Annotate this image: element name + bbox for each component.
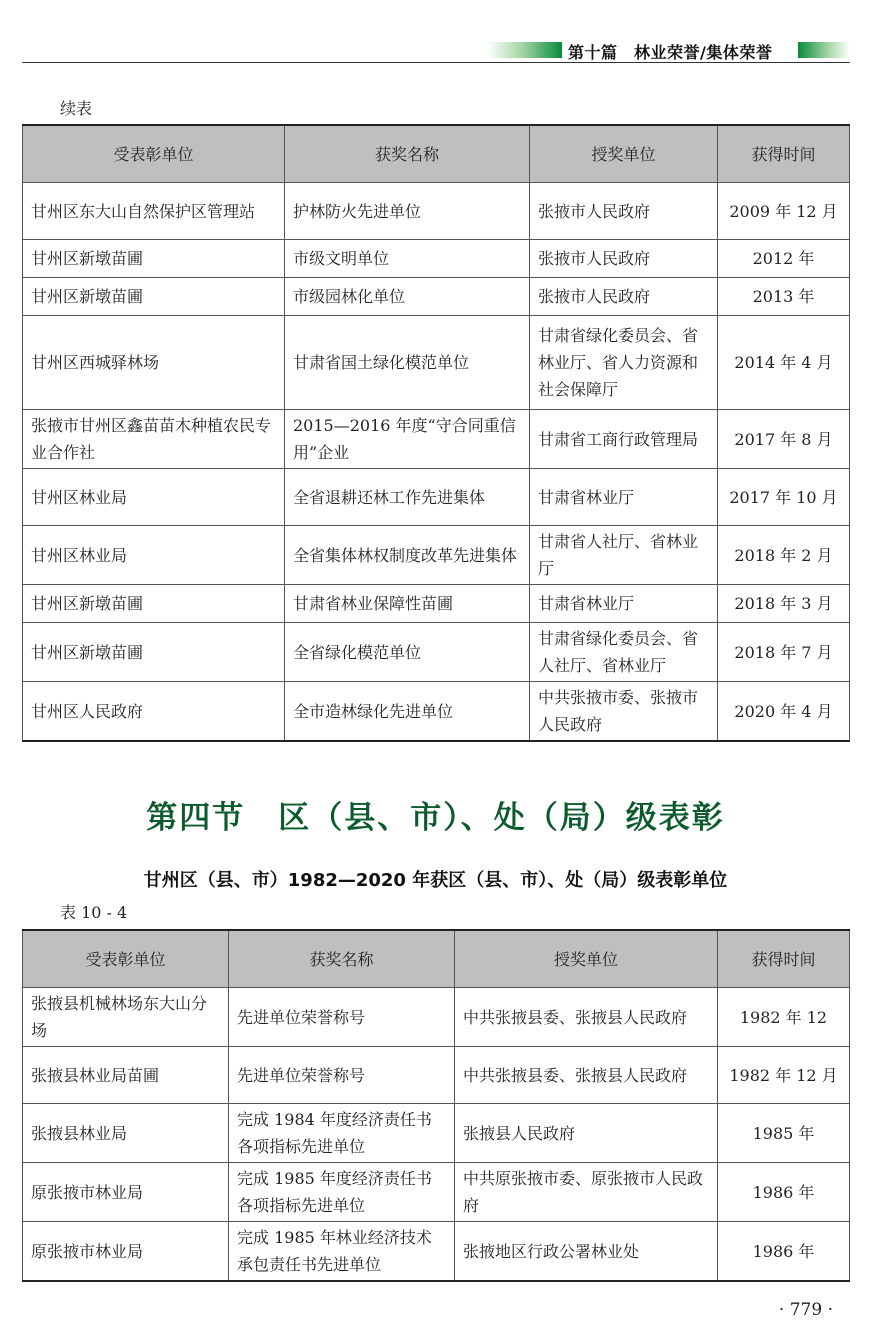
header-accent-bar-right xyxy=(798,42,850,58)
table-row xyxy=(23,682,850,742)
grantor-cell: 甘肃省工商行政管理局 xyxy=(530,410,718,469)
table-row xyxy=(23,1222,850,1282)
column-header: 获奖名称 xyxy=(285,125,530,183)
table-row xyxy=(23,469,850,526)
grantor-cell: 中共原张掖市委、原张掖市人民政府 xyxy=(455,1163,718,1222)
award-cell: 护林防火先进单位 xyxy=(285,183,530,240)
section-title: 第四节 区（县、市）、处（局）级表彰 xyxy=(146,800,725,836)
table-row xyxy=(23,526,850,585)
unit-cell: 原张掖市林业局 xyxy=(23,1222,229,1282)
table-row xyxy=(23,988,850,1047)
table-row xyxy=(23,278,850,316)
grantor-cell: 张掖市人民政府 xyxy=(530,240,718,278)
table-row xyxy=(23,240,850,278)
unit-cell: 张掖县林业局 xyxy=(23,1104,229,1163)
award-cell: 市级园林化单位 xyxy=(285,278,530,316)
unit-cell: 张掖县机械林场东大山分场 xyxy=(23,988,229,1047)
date-cell: 1982 年 12 月 xyxy=(718,1047,850,1104)
award-cell: 甘肃省国土绿化模范单位 xyxy=(285,316,530,410)
honors-table-continued xyxy=(22,124,850,742)
table-row xyxy=(23,1047,850,1104)
date-cell: 2018 年 7 月 xyxy=(718,623,850,682)
column-header: 授奖单位 xyxy=(455,930,718,988)
table-row xyxy=(23,1104,850,1163)
table-caption: 甘州区（县、市）1982—2020 年获区（县、市）、处（局）级表彰单位 xyxy=(143,870,728,891)
column-header: 授奖单位 xyxy=(530,125,718,183)
date-cell: 2014 年 4 月 xyxy=(718,316,850,410)
award-cell: 完成 1984 年度经济责任书各项指标先进单位 xyxy=(229,1104,455,1163)
page-number: · 779 · xyxy=(778,1300,833,1320)
grantor-cell: 甘肃省人社厅、省林业厅 xyxy=(530,526,718,585)
award-cell: 完成 1985 年度经济责任书各项指标先进单位 xyxy=(229,1163,455,1222)
grantor-cell: 中共张掖县委、张掖县人民政府 xyxy=(455,1047,718,1104)
award-cell: 先进单位荣誉称号 xyxy=(229,1047,455,1104)
unit-cell: 甘州区人民政府 xyxy=(23,682,285,742)
table-number: 表 10 - 4 xyxy=(60,903,128,922)
grantor-cell: 甘肃省绿化委员会、省人社厅、省林业厅 xyxy=(530,623,718,682)
award-cell: 全省绿化模范单位 xyxy=(285,623,530,682)
award-cell: 全省集体林权制度改革先进集体 xyxy=(285,526,530,585)
date-cell: 1986 年 xyxy=(718,1222,850,1282)
award-cell: 甘肃省林业保障性苗圃 xyxy=(285,585,530,623)
unit-cell: 甘州区西城驿林场 xyxy=(23,316,285,410)
grantor-cell: 甘肃省绿化委员会、省林业厅、省人力资源和社会保障厅 xyxy=(530,316,718,410)
date-cell: 1985 年 xyxy=(718,1104,850,1163)
date-cell: 2020 年 4 月 xyxy=(718,682,850,742)
continued-label: 续表 xyxy=(60,99,93,118)
date-cell: 1982 年 12 xyxy=(718,988,850,1047)
table-row xyxy=(23,585,850,623)
date-cell: 2013 年 xyxy=(718,278,850,316)
unit-cell: 甘州区林业局 xyxy=(23,526,285,585)
grantor-cell: 张掖县人民政府 xyxy=(455,1104,718,1163)
header-title: 第十篇 林业荣誉/集体荣誉 xyxy=(568,43,773,62)
grantor-cell: 甘肃省林业厅 xyxy=(530,585,718,623)
table-row xyxy=(23,623,850,682)
column-header: 受表彰单位 xyxy=(23,930,229,988)
date-cell: 2018 年 3 月 xyxy=(718,585,850,623)
award-cell: 全省退耕还林工作先进集体 xyxy=(285,469,530,526)
column-header: 获奖名称 xyxy=(229,930,455,988)
date-cell: 1986 年 xyxy=(718,1163,850,1222)
grantor-cell: 中共张掖县委、张掖县人民政府 xyxy=(455,988,718,1047)
grantor-cell: 张掖地区行政公署林业处 xyxy=(455,1222,718,1282)
grantor-cell: 甘肃省林业厅 xyxy=(530,469,718,526)
grantor-cell: 张掖市人民政府 xyxy=(530,183,718,240)
date-cell: 2017 年 8 月 xyxy=(718,410,850,469)
unit-cell: 甘州区新墩苗圃 xyxy=(23,278,285,316)
column-header: 受表彰单位 xyxy=(23,125,285,183)
table-row xyxy=(23,410,850,469)
date-cell: 2012 年 xyxy=(718,240,850,278)
award-cell: 先进单位荣誉称号 xyxy=(229,988,455,1047)
unit-cell: 甘州区新墩苗圃 xyxy=(23,240,285,278)
honors-table-10-4 xyxy=(22,929,850,1282)
unit-cell: 甘州区新墩苗圃 xyxy=(23,623,285,682)
grantor-cell: 张掖市人民政府 xyxy=(530,278,718,316)
running-header xyxy=(22,40,850,62)
column-header: 获得时间 xyxy=(718,125,850,183)
unit-cell: 张掖市甘州区鑫苗苗木种植农民专业合作社 xyxy=(23,410,285,469)
table-row xyxy=(23,316,850,410)
header-accent-bar-left xyxy=(487,42,562,58)
table-header-row xyxy=(23,125,850,183)
unit-cell: 张掖县林业局苗圃 xyxy=(23,1047,229,1104)
table-row xyxy=(23,183,850,240)
date-cell: 2009 年 12 月 xyxy=(718,183,850,240)
unit-cell: 甘州区新墩苗圃 xyxy=(23,585,285,623)
grantor-cell: 中共张掖市委、张掖市人民政府 xyxy=(530,682,718,742)
table-header-row xyxy=(23,930,850,988)
award-cell: 完成 1985 年林业经济技术承包责任书先进单位 xyxy=(229,1222,455,1282)
award-cell: 2015—2016 年度“守合同重信用”企业 xyxy=(285,410,530,469)
unit-cell: 甘州区东大山自然保护区管理站 xyxy=(23,183,285,240)
table-row xyxy=(23,1163,850,1222)
header-rule xyxy=(22,62,850,63)
unit-cell: 甘州区林业局 xyxy=(23,469,285,526)
unit-cell: 原张掖市林业局 xyxy=(23,1163,229,1222)
award-cell: 市级文明单位 xyxy=(285,240,530,278)
column-header: 获得时间 xyxy=(718,930,850,988)
date-cell: 2018 年 2 月 xyxy=(718,526,850,585)
date-cell: 2017 年 10 月 xyxy=(718,469,850,526)
award-cell: 全市造林绿化先进单位 xyxy=(285,682,530,742)
